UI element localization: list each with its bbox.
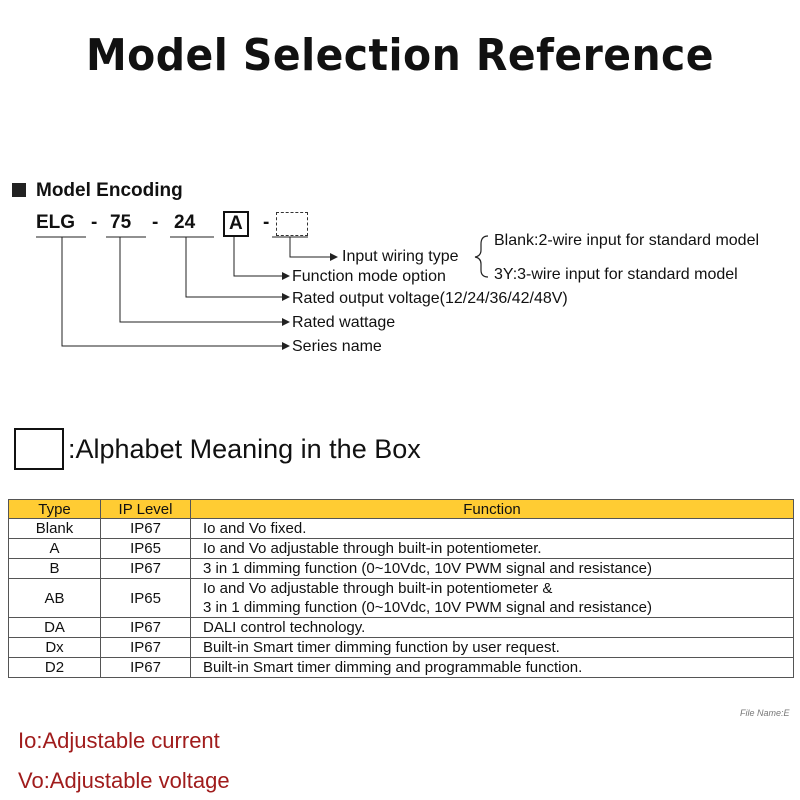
cell-function xyxy=(191,539,794,559)
file-name: File Name:E xyxy=(740,708,790,718)
cell-type: A xyxy=(9,539,101,559)
table-row xyxy=(9,658,794,678)
function-line: 3 in 1 dimming function (0~10Vdc, 10V PWM signal and resistance) xyxy=(203,560,652,577)
function-line: Io and Vo adjustable through built-in potentiometer. xyxy=(203,540,542,557)
header-type: Type xyxy=(9,500,101,519)
code-wattage: 75 xyxy=(110,212,132,233)
table-row xyxy=(9,579,794,618)
note-vo: Vo:Adjustable voltage xyxy=(18,768,230,793)
model-encoding-label: Model Encoding xyxy=(36,180,183,201)
cell-type: Blank xyxy=(9,519,101,539)
cell-function xyxy=(191,579,794,618)
label-function-mode: Function mode option xyxy=(292,268,446,285)
code-dash-2: - xyxy=(152,212,159,233)
alphabet-heading xyxy=(14,428,421,470)
label-series-name: Series name xyxy=(292,338,382,355)
type-table xyxy=(8,499,794,678)
label-rated-wattage: Rated wattage xyxy=(292,314,396,331)
table-row xyxy=(9,559,794,579)
cell-function xyxy=(191,618,794,638)
header-ip-level: IP Level xyxy=(101,500,191,519)
function-line: Built-in Smart timer dimming and programmable function. xyxy=(203,659,583,676)
cell-ip-level: IP67 xyxy=(101,638,191,658)
function-line: Io and Vo fixed. xyxy=(203,520,307,537)
alphabet-heading-text: :Alphabet Meaning in the Box xyxy=(68,433,421,464)
cell-type: B xyxy=(9,559,101,579)
cell-type: DA xyxy=(9,618,101,638)
table-row xyxy=(9,539,794,559)
code-voltage: 24 xyxy=(174,212,196,233)
cell-function xyxy=(191,638,794,658)
label-rated-voltage: Rated output voltage(12/24/36/42/48V) xyxy=(292,290,568,307)
table-row xyxy=(9,638,794,658)
code-dash-1: - xyxy=(91,212,98,233)
cell-ip-level: IP65 xyxy=(101,579,191,618)
cell-function xyxy=(191,658,794,678)
empty-box-icon xyxy=(14,428,64,470)
page-title: Model Selection Reference xyxy=(85,30,715,81)
cell-type: AB xyxy=(9,579,101,618)
table-row xyxy=(9,618,794,638)
cell-type: D2 xyxy=(9,658,101,678)
cell-function xyxy=(191,519,794,539)
function-line: Io and Vo adjustable through built-in potentiometer & xyxy=(203,580,553,597)
note-io: Io:Adjustable current xyxy=(18,728,220,753)
function-line: Built-in Smart timer dimming function by user request. xyxy=(203,639,560,656)
code-dash-3: - xyxy=(263,212,270,233)
cell-ip-level: IP67 xyxy=(101,658,191,678)
table-row xyxy=(9,519,794,539)
function-line: DALI control technology. xyxy=(203,619,366,636)
label-wiring-blank: Blank:2-wire input for standard model xyxy=(494,232,760,249)
code-option-box: A xyxy=(223,211,249,237)
cell-ip-level: IP67 xyxy=(101,618,191,638)
function-line: 3 in 1 dimming function (0~10Vdc, 10V PWM signal and resistance) xyxy=(203,599,652,616)
cell-ip-level: IP65 xyxy=(101,539,191,559)
cell-type: Dx xyxy=(9,638,101,658)
label-input-wiring: Input wiring type xyxy=(342,248,459,265)
code-series: ELG xyxy=(36,212,76,233)
cell-ip-level: IP67 xyxy=(101,559,191,579)
header-function: Function xyxy=(191,500,794,519)
table-header-row xyxy=(9,500,794,519)
cell-ip-level: IP67 xyxy=(101,519,191,539)
cell-function xyxy=(191,559,794,579)
label-wiring-3y: 3Y:3-wire input for standard model xyxy=(494,266,738,283)
